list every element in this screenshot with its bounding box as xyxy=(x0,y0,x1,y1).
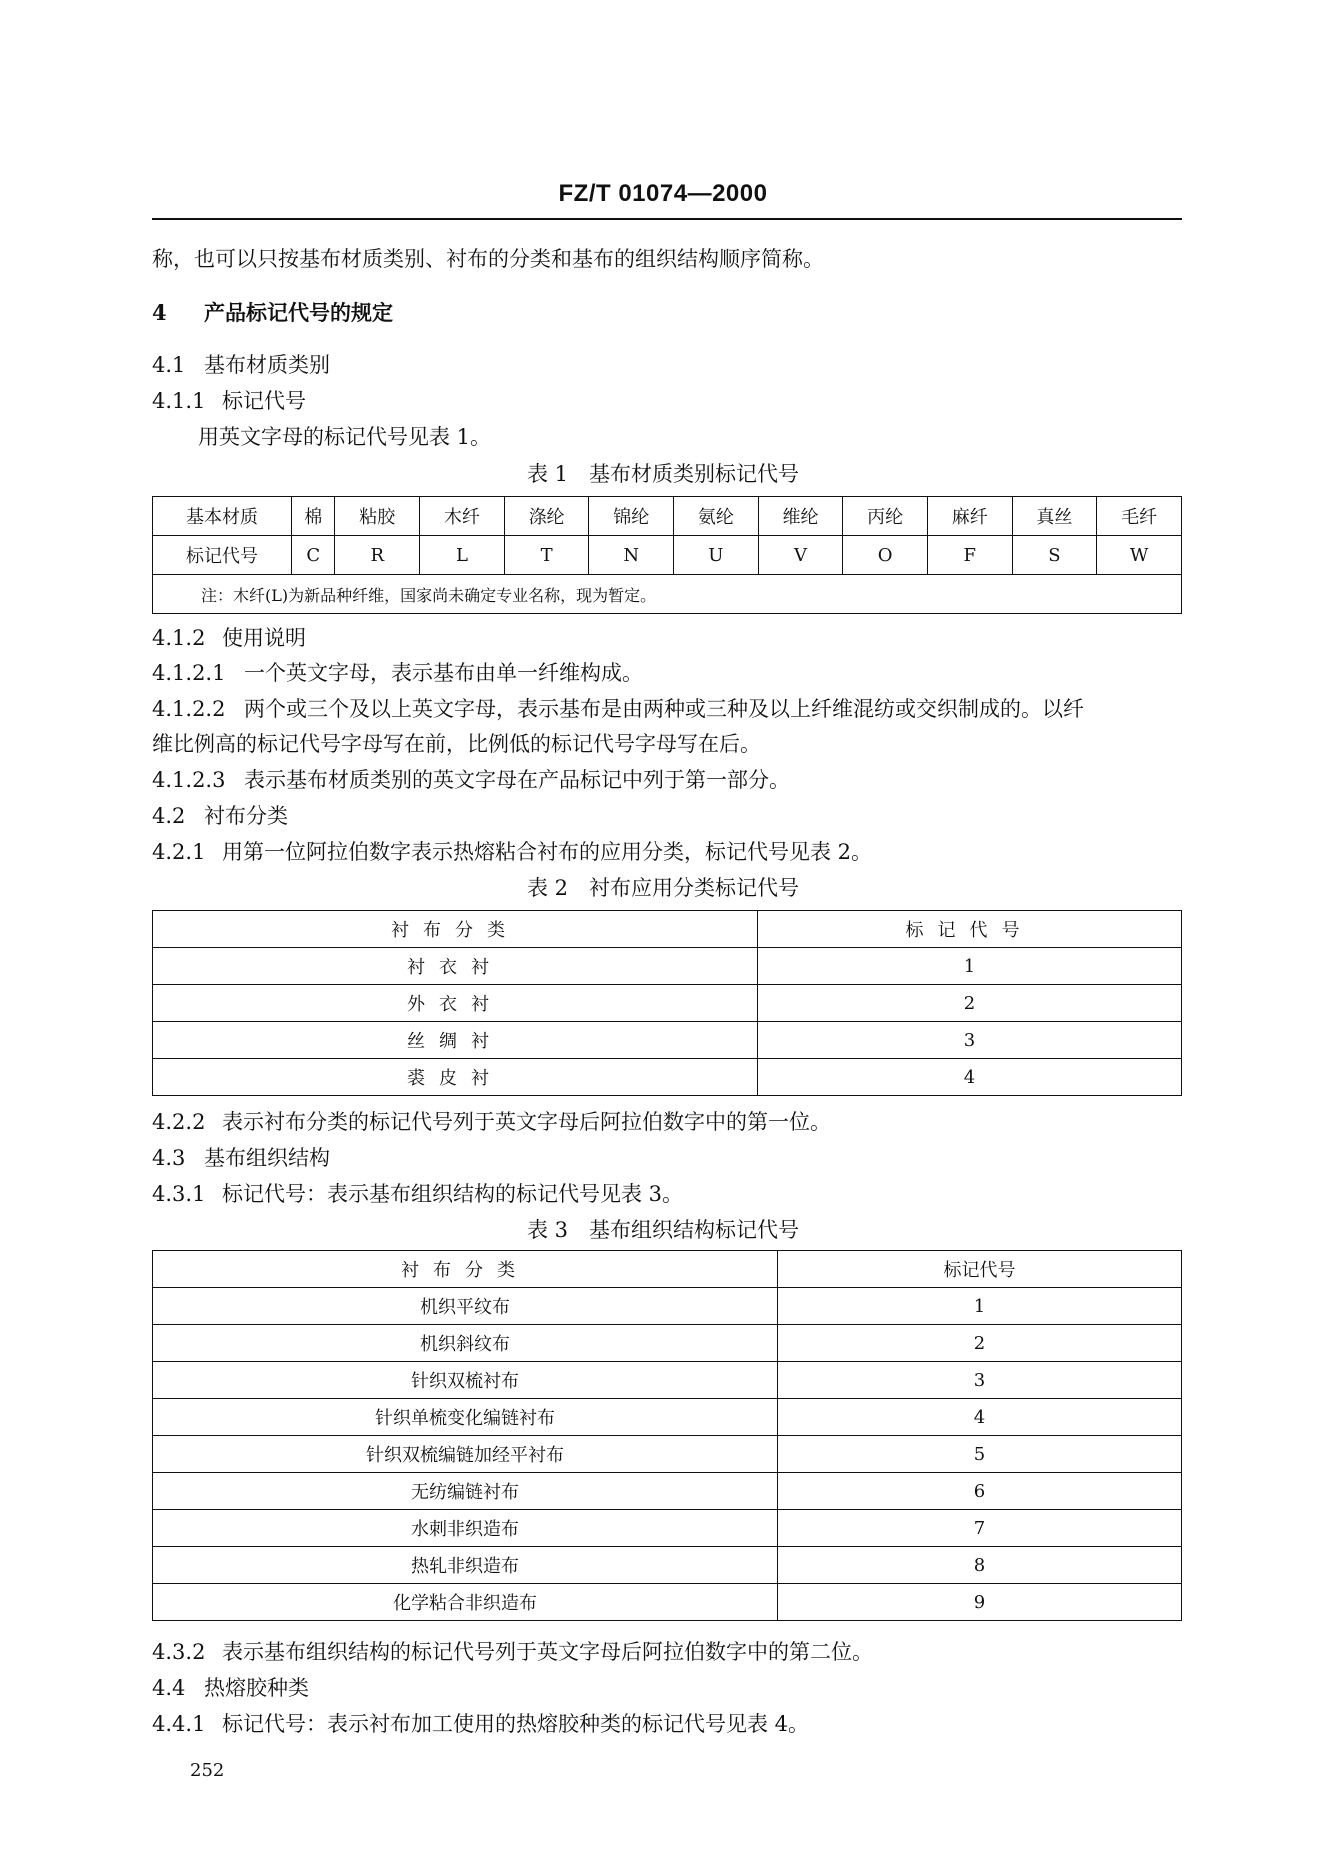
table-row xyxy=(153,536,1182,575)
table-2 xyxy=(152,910,1182,1096)
table-cell: 维纶 xyxy=(758,497,843,536)
table-cell: R xyxy=(335,536,420,575)
section-4-1-1-text: 用英文字母的标记代号见表 1。 xyxy=(198,425,492,449)
table-cell: 1 xyxy=(758,948,1182,985)
table-cell: 2 xyxy=(778,1325,1182,1362)
section-4-2-heading xyxy=(152,800,288,830)
table-cell: 针织双梳衬布 xyxy=(153,1362,778,1399)
row-label: 标记代号 xyxy=(153,536,292,575)
section-number: 4.2 xyxy=(152,804,186,828)
table-row xyxy=(153,1288,1182,1325)
table-row xyxy=(153,1325,1182,1362)
table-header-row xyxy=(153,1251,1182,1288)
section-number: 4.1.1 xyxy=(152,389,206,413)
column-header: 标记代号 xyxy=(758,911,1182,948)
table-cell: 麻纤 xyxy=(927,497,1012,536)
table-cell: 粘胶 xyxy=(335,497,420,536)
table-cell: 2 xyxy=(758,985,1182,1022)
table-3 xyxy=(152,1250,1182,1621)
table-cell: 丝绸衬 xyxy=(153,1022,758,1059)
table-cell: L xyxy=(420,536,505,575)
section-title: 产品标记代号的规定 xyxy=(204,300,393,325)
section-text: 表示衬布分类的标记代号列于英文字母后阿拉伯数字中的第一位。 xyxy=(222,1110,831,1134)
table-cell: 外衣衬 xyxy=(153,985,758,1022)
table-1 xyxy=(152,496,1182,614)
table-cell: F xyxy=(927,536,1012,575)
table-cell: 化学粘合非织造布 xyxy=(153,1584,778,1621)
section-title: 热熔胶种类 xyxy=(204,1676,309,1700)
page-number: 252 xyxy=(190,1760,225,1781)
table-cell: 丙纶 xyxy=(843,497,928,536)
table-cell: 真丝 xyxy=(1012,497,1097,536)
section-number: 4.1.2 xyxy=(152,626,206,650)
section-text: 两个或三个及以上英文字母，表示基布是由两种或三种及以上纤维混纺或交织制成的。以纤 xyxy=(244,697,1084,721)
table-cell: U xyxy=(674,536,759,575)
section-title: 标记代号 xyxy=(222,389,306,413)
table-cell: W xyxy=(1097,536,1182,575)
table-cell: 木纤 xyxy=(420,497,505,536)
section-4-1-heading xyxy=(152,349,330,379)
table-cell: 机织平纹布 xyxy=(153,1288,778,1325)
table-cell: 氨纶 xyxy=(674,497,759,536)
table-cell: 4 xyxy=(778,1399,1182,1436)
section-text: 一个英文字母，表示基布由单一纤维构成。 xyxy=(244,661,643,685)
document-code: FZ/T 01074—2000 xyxy=(558,180,768,207)
section-text: 标记代号：表示基布组织结构的标记代号见表 3。 xyxy=(222,1182,684,1206)
table-cell: C xyxy=(292,536,335,575)
row-label: 基本材质 xyxy=(153,497,292,536)
table-row xyxy=(153,1362,1182,1399)
table-cell: 7 xyxy=(778,1510,1182,1547)
table-cell: 3 xyxy=(778,1362,1182,1399)
table-row xyxy=(153,575,1182,614)
section-number: 4.4.1 xyxy=(152,1712,206,1736)
table-cell: 衬衣衬 xyxy=(153,948,758,985)
section-4-1-2-heading xyxy=(152,622,306,652)
section-title: 基布材质类别 xyxy=(204,353,330,377)
table-cell: 6 xyxy=(778,1473,1182,1510)
table-cell: 涤纶 xyxy=(504,497,589,536)
table-cell: 毛纤 xyxy=(1097,497,1182,536)
section-text: 表示基布组织结构的标记代号列于英文字母后阿拉伯数字中的第二位。 xyxy=(222,1640,873,1664)
table-cell: S xyxy=(1012,536,1097,575)
section-number: 4 xyxy=(152,300,167,325)
table-row xyxy=(153,1399,1182,1436)
table-1-caption: 表 1 基布材质类别标记代号 xyxy=(526,462,800,486)
table-cell: 锦纶 xyxy=(589,497,674,536)
table-row xyxy=(153,1584,1182,1621)
table-cell: 棉 xyxy=(292,497,335,536)
table-cell: 9 xyxy=(778,1584,1182,1621)
section-number: 4.1 xyxy=(152,353,186,377)
table-cell: 5 xyxy=(778,1436,1182,1473)
table-cell: T xyxy=(504,536,589,575)
table-note: 注：木纤(L)为新品种纤维，国家尚未确定专业名称，现为暂定。 xyxy=(153,575,1182,614)
table-row xyxy=(153,1436,1182,1473)
section-number: 4.1.2.3 xyxy=(152,768,226,792)
section-title: 使用说明 xyxy=(222,626,306,650)
table-2-caption: 表 2 衬布应用分类标记代号 xyxy=(526,876,800,900)
table-cell: 8 xyxy=(778,1547,1182,1584)
section-4-4-1 xyxy=(152,1708,809,1738)
section-4-heading xyxy=(152,297,393,327)
section-4-1-2-2 xyxy=(152,693,1084,723)
table-cell: 1 xyxy=(778,1288,1182,1325)
section-4-2-2 xyxy=(152,1106,831,1136)
table-row xyxy=(153,1473,1182,1510)
table-cell: 裘皮衬 xyxy=(153,1059,758,1096)
table-3-caption: 表 3 基布组织结构标记代号 xyxy=(526,1218,800,1242)
table-cell: 3 xyxy=(758,1022,1182,1059)
section-4-2-1 xyxy=(152,836,872,866)
section-text: 表示基布材质类别的英文字母在产品标记中列于第一部分。 xyxy=(244,768,790,792)
section-4-1-2-1 xyxy=(152,657,643,687)
table-row xyxy=(153,985,1182,1022)
section-title: 衬布分类 xyxy=(204,804,288,828)
table-header-row xyxy=(153,911,1182,948)
continuation-text: 称，也可以只按基布材质类别、衬布的分类和基布的组织结构顺序简称。 xyxy=(152,247,824,271)
section-number: 4.4 xyxy=(152,1676,186,1700)
section-4-4-heading xyxy=(152,1672,309,1702)
table-cell: 针织双梳编链加经平衬布 xyxy=(153,1436,778,1473)
column-header: 衬布分类 xyxy=(153,1251,778,1288)
section-4-3-2 xyxy=(152,1636,873,1666)
table-cell: 机织斜纹布 xyxy=(153,1325,778,1362)
section-4-3-heading xyxy=(152,1142,330,1172)
table-cell: 热轧非织造布 xyxy=(153,1547,778,1584)
table-cell: N xyxy=(589,536,674,575)
table-row xyxy=(153,1547,1182,1584)
column-header: 衬布分类 xyxy=(153,911,758,948)
table-cell: 针织单梳变化编链衬布 xyxy=(153,1399,778,1436)
table-row xyxy=(153,948,1182,985)
table-row xyxy=(153,1510,1182,1547)
section-title: 基布组织结构 xyxy=(204,1146,330,1170)
header-rule xyxy=(152,218,1182,220)
section-number: 4.1.2.1 xyxy=(152,661,226,685)
table-cell: O xyxy=(843,536,928,575)
table-row xyxy=(153,497,1182,536)
section-number: 4.3.2 xyxy=(152,1640,206,1664)
section-number: 4.1.2.2 xyxy=(152,697,226,721)
section-4-1-2-2-cont: 维比例高的标记代号字母写在前，比例低的标记代号字母写在后。 xyxy=(152,732,761,756)
table-row xyxy=(153,1022,1182,1059)
table-cell: V xyxy=(758,536,843,575)
section-text: 标记代号：表示衬布加工使用的热熔胶种类的标记代号见表 4。 xyxy=(222,1712,810,1736)
section-number: 4.3.1 xyxy=(152,1182,206,1206)
section-number: 4.3 xyxy=(152,1146,186,1170)
table-cell: 4 xyxy=(758,1059,1182,1096)
table-cell: 水刺非织造布 xyxy=(153,1510,778,1547)
table-row xyxy=(153,1059,1182,1096)
section-4-1-1-heading xyxy=(152,385,306,415)
section-number: 4.2.1 xyxy=(152,840,206,864)
section-4-1-2-3 xyxy=(152,764,790,794)
section-number: 4.2.2 xyxy=(152,1110,206,1134)
table-cell: 无纺编链衬布 xyxy=(153,1473,778,1510)
column-header: 标记代号 xyxy=(778,1251,1182,1288)
section-text: 用第一位阿拉伯数字表示热熔粘合衬布的应用分类，标记代号见表 2。 xyxy=(222,840,873,864)
section-4-3-1 xyxy=(152,1178,683,1208)
